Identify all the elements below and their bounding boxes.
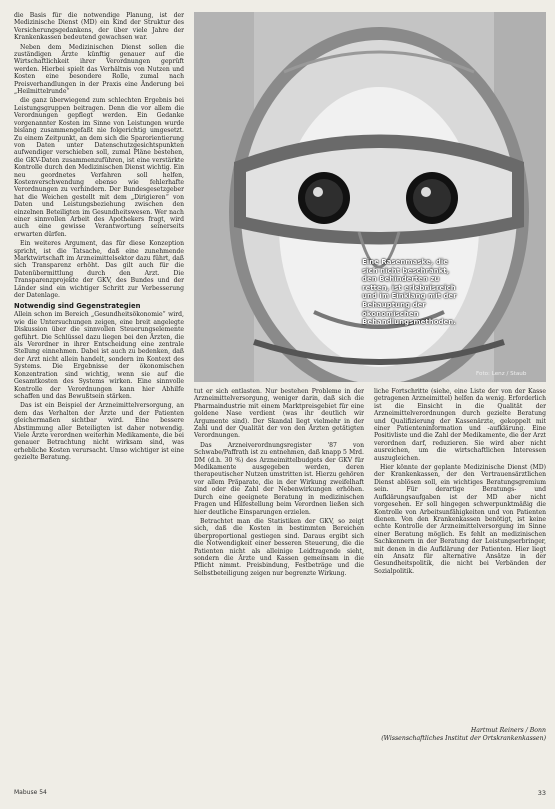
paragraph: die Basis für die notwendige Planung, ist der Medizinische Dienst (MD) ein Kind der Struktur des Versicherungsgedankens, der über viele Jahre der Krankenkassen bedeutend gewachsen war. [14, 12, 184, 42]
paragraph: Hier könnte der geplante Medizinische Dienst (MD) der Krankenkassen, der den Vertrauensärztlichen Dienst ablösen soll, ein wichtiges Beratungsgremium sein. Für derartige Beratungs- und Aufklärungsaufgaben ist der MD aber nicht vorgesehen. Er soll hingegen schwerpunktmäßig die Kontrolle von Arbeitsunfähigkeiten und von Patienten dienen. Von den Krankenkassen benötigt, ist keine echte Kontrolle der Arzneimittelversorgung im Sinne einer Beratung möglich. Es fehlt an medizinischen Sachkennern in der Beratung der Leistungserbringer, mit denen in die Aufklärung der Patienten. Hier liegt ein Ansatz für alternative Ansätze in der Gesundheitspolitik, die nicht bei Verbänden der Sozialpolitik. [374, 464, 546, 575]
paragraph: tut er sich entlasten. Nur bestehen Probleme in der Arzneimittelversorgung, weniger darin, daß sich die Pharmaindustrie mit einem Marktpreisgebiet für eine goldene Nase verdient (was ihr deutlich wir Argumente sind). Der Skandal liegt vielmehr in der Zahl und der Qualität der von den Ärzten getätigten Verordnungen. [194, 388, 364, 440]
issue-label: Mabuse 54 [14, 789, 47, 796]
article-column-2 [194, 388, 364, 780]
author-name: Hartmut Reiners / Bonn [470, 727, 546, 734]
paragraph: Neben dem Medizinischen Dienst sollen die zuständigen Ärzte künftig genauer auf die Wirtschaftlichkeit ihrer Verordnungen geprüft werden. Hierbei spielt das Verhältnis von Nutzen und Kosten eine besondere Rolle, zumal nach Preisverhandlungen in der Praxis eine Änderung bei „Heilmittelrunde“ [14, 43, 184, 96]
author-affiliation: (Wissenschaftliches Institut der Ortskrankenkassen) [381, 734, 546, 742]
article-column-3 [374, 388, 546, 723]
photo-caption: Eine Rasenmaske, die sich nicht beschränkt, den Behinderten zu retten, ist erlebnisreich und im Einklang mit der Behauptung der ökonomischen Behandlungsmethoden. [362, 258, 457, 327]
paragraph: Das ist ein Beispiel der Arzneimittelversorgung, an dem das Verhalten der Ärzte und der Patienten gleichermaßen sichtbar wird. Eine bessere Abstimmung aller Beteiligten ist daher notwendig. Viele Ärzte verordnen weiterhin Medikamente, die bei genauer Betrachtung nicht wirksam sind, was erhebliche Kosten verursacht. Umso wichtiger ist eine gezielte Beratung. [14, 402, 184, 462]
page-number: 33 [537, 789, 546, 797]
photo-credit: Foto: Lenz / Staub [476, 371, 527, 377]
paragraph: die ganz überwiegend zum schlechten Ergebnis bei Leistungsgruppen beitragen. Denn die vor allem die Verordnungen gepflegt werden. Ein Gedanke vorgenannter Kosten im Sinne von Leistungen wurde bislang zusammengefaßt nie folgerichtig umgesetzt. Zu einem Zeitpunkt, an dem sich die Sparorientierung von Daten unter Datenschutzgesichtspunkten aufwendiger verschieben soll, zumal Pläne bestehen, die GKV-Daten zusammenzuführen, ist eine verstärkte Kontrolle durch den Medizinischen Dienst wichtig. Ein neu geordnetes Verfahren soll helfen, Kostenverschwendung ebenso wie fehlerhafte Verordnungen zu verhindern. Der Bundesgesetzgeber hat die Weichen gestellt mit dem „Dirigieren“ von Daten und Leistungsbeziehung zwischen den einzelnen Beteiligten im Gesundheitswesen. Wer nach einer sinnvollen Arbeit des Apothekers fragt, wird auch eine gewisse Verantwortung seinerseits erwarten dürfen. [14, 97, 184, 238]
paragraph: Ein weiteres Argument, das für diese Konzeption spricht, ist die Tatsache, daß eine zunehmende Marktwirtschaft im Arzneimittelsektor dazu führt, daß sich Transparenz erhöht. Das gilt auch für die Datenübermittlung durch den Arzt. Die Transparenzprojekte der GKV, des Bundes und der Länder sind ein wichtiger Schritt zur Verbesserung der Datenlage. [14, 240, 184, 300]
article-column-1 [14, 12, 184, 780]
author-signature [374, 727, 546, 742]
paragraph: Betrachtet man die Statistiken der GKV, so zeigt sich, daß die Kosten in bestimmten Bereichen überproportional gestiegen sind. Daraus ergibt sich die Notwendigkeit einer besseren Steuerung, die die Patienten nicht als alleinige Leidtragende sieht, sondern die Ärzte und Kassen gemeinsam in die Pflicht nimmt. Preisbindung, Festbeträge und die Selbstbeteiligung zeigen nur begrenzte Wirkung. [194, 517, 364, 577]
paragraph: liche Fortschritte (siehe, eine Liste der von der Kasse getragenen Arzneimittel) helfen da wenig. Erforderlich ist die Einsicht in die Qualität der Arzneimittelverordnungen durch gezielte Beratung und Qualifizierung der Kassenärzte, gekoppelt mit einer Patienteninformation und -aufklärung. Eine Positivliste und die Zahl der Medikamente, die der Arzt verordnen darf, reduzieren. Sie wird aber nicht ausreichen, um die wirtschaftlichen Interessen auszugleichen. [374, 388, 546, 462]
paragraph: Das Arzneiverordnungsregister '87 von Schwabe/Paffrath ist zu entnehmen, daß knapp 5 Mrd. DM (d.h. 30 %) des Arzneimittelbudgets der GKV für Medikamente ausgegeben werden, deren therapeutischer Nutzen umstritten ist. Hierzu gehören vor allem Präparate, die in der Wirkung zweifelhaft sind oder die Zahl der Nebenwirkungen erhöhen. Durch eine geeignete Beratung in medizinischen Fragen und Hilfestellung beim Verordnen ließen sich hier deutliche Einsparungen erzielen. [194, 441, 364, 516]
section-subheading: Notwendig sind Gegenstrategien [14, 302, 141, 311]
paragraph: Allein schon im Bereich „Gesundheitsökonomie“ wird, wie die Untersuchungen zeigen, eine breit angelegte Diskussion über die sinnvollen Steuerungselemente geführt. Die Schlüssel dazu liegen bei den Ärzten, die als Verordner in ihrer Entscheidung eine zentrale Stellung einnehmen. Dabei ist auch zu bedenken, daß der Arzt nicht allein handelt, sondern im Kontext des Systems. Die Ergebnisse der ökonomischen Konzentration sind wichtig, wenn sie auf die Gesamtkosten des Systems wirken. Eine sinnvolle Kontrolle der Verordnungen kann hier Abhilfe schaffen und das Bewußtsein stärken. [14, 311, 184, 400]
